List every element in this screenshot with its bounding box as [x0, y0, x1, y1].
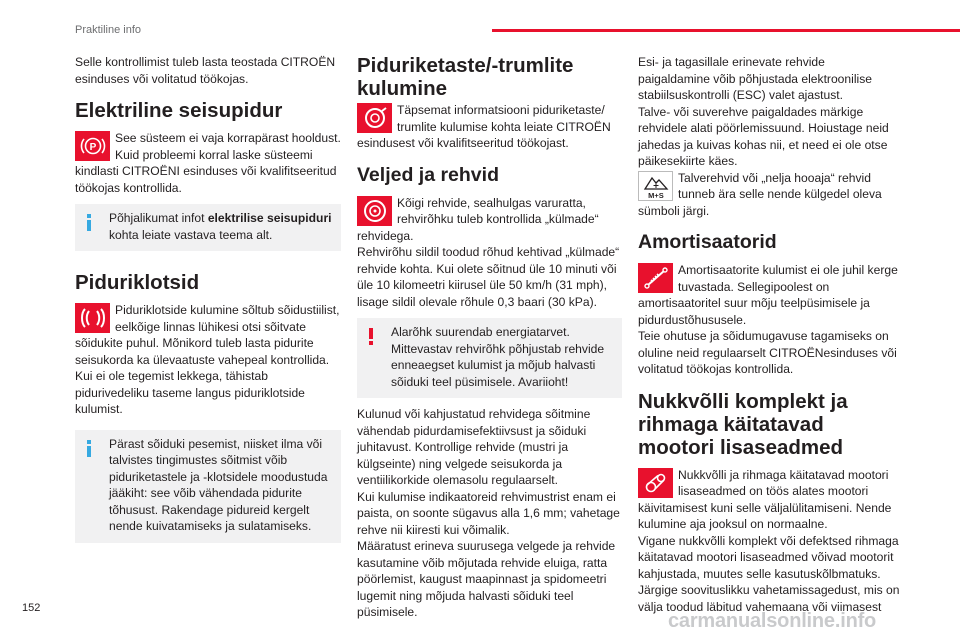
- warning-text-tyres: Alarõhk suurendab energiatarvet. Mittevastav rehvirõhk põhjustab rehvide enneaegset kulumist ja mõjub halvasti sõiduki teel püsimisele. Avariioht!: [391, 325, 605, 389]
- intro-paragraph: Selle kontrollimist tuleb lasta teostada CITROËN esinduses või volitatud töökojas.: [75, 55, 336, 86]
- timing-belt-block: [638, 467, 900, 533]
- shock-absorbers-text: Amortisaatorite kulumist ei ole juhil kerge tuvastada. Sellegipoolest on amortisaatoritel suur mõju teelpüsimisele ja pidurdustõhususele.: [638, 263, 898, 327]
- warning-icon: [369, 328, 373, 344]
- shock-absorbers-text-2: Teie ohutuse ja sõidumugavuse tagamiseks on oluline neid regulaarselt CITROËNesinduses või volitatud töökojas kontrollida.: [638, 329, 897, 376]
- mountain-snowflake-ms-icon: [638, 171, 673, 201]
- timing-belt-text-3: Järgige soovituslikku vahetamissagedust, mis on välja toodud läbitud vahemaana või viimasest: [638, 583, 900, 614]
- brake-disc-block: [357, 102, 622, 152]
- running-header: Praktiline info: [75, 24, 142, 36]
- info-box-parking-brake: [75, 204, 341, 251]
- timing-belt-text-2: Vigane nukkvõlli komplekt või defektsed rihmaga käitatavad mootori lisaseadmed võivad mootorit kahjustada, muutes selle kasutuskõlbmatuks.: [638, 533, 899, 581]
- brake-pads-text: Piduriklotside kulumine sõltub sõidustiilist, eelkõige linnas lühikesi otsi sõitvate sõidukite puhul. Mõnikord tuleb lasta pidurite seisukorda ka ülevaatuste vahepeal kontrollida. Kui ei ole tegemist lekkega, tähistab pidurivedeliku taseme langus piduriklotside kulumist.: [75, 303, 340, 416]
- parking-brake-block: [75, 130, 341, 196]
- column-3: [638, 54, 900, 615]
- svg-text:P: P: [89, 142, 96, 153]
- warning-box-tyres: [357, 318, 622, 398]
- heading-brake-pads: Piduriklotsid: [75, 271, 200, 294]
- column-2: [357, 54, 622, 621]
- heading-electric-parking-brake: Elektriline seisupidur: [75, 99, 283, 122]
- ms-symbol-block: [638, 170, 900, 220]
- shock-absorber-icon: [638, 263, 673, 293]
- brake-pads-block: [75, 302, 341, 418]
- heading-wheels-tyres: Veljed ja rehvid: [357, 163, 499, 186]
- page-number: 152: [22, 602, 41, 614]
- heading-timing-belt: Nukkvõlli komplekt ja rihmaga käitatavad mootori lisaseadmed: [638, 389, 848, 459]
- tyres-block: [357, 195, 622, 245]
- info-text-brake-pads: Pärast sõiduki pesemist, niisket ilma või talvistes tingimustes sõitmist võib piduriketastele ja -klotsidele moodustuda jääkiht: see võib vähendada pidurite tõhusust. Rakendage pidureid kergelt nende kuivatamiseks ja sulatamiseks.: [109, 436, 328, 533]
- axle-tyres-text: Esi- ja tagasillale erinevate rehvide paigaldamine võib põhjustada elektroonilise stabiilsuskontrolli (ESC) valet ajastust.: [638, 55, 872, 102]
- timing-belt-text: Nukkvõlli ja rihmaga käitatavad mootori lisaseadmed on töös alates mootori käivitamisest kuni selle väljalülitamiseni. Nende kulumine aja jooksul on normaalne.: [638, 467, 892, 531]
- column-1: [75, 54, 341, 543]
- info-icon: [87, 214, 91, 230]
- info-text-parking-brake: Põhjalikumat infot elektrilise seisupiduri kohta leiate vastava teema alt.: [109, 211, 332, 242]
- info-icon: [87, 440, 91, 456]
- heading-shock-absorbers: Amortisaatorid: [638, 231, 777, 253]
- header-accent-rule: [492, 29, 960, 32]
- tyre-icon: [357, 196, 392, 226]
- timing-belt-icon: [638, 468, 673, 498]
- tyres-pressure-text: Rehvirõhu sildil toodud rõhud kehtivad „külmade“ rehvide kohta. Kui olete sõitnud üle 10 minuti või üle 10 kilomeetri kiirusel üle 50 km/h (31 mph), lisage sildil olevale rõhule 0,3 baari (30 kPa).: [357, 245, 620, 309]
- brake-disc-text: Täpsemat informatsiooni piduriketaste/ trumlite kulumise kohta leiate CITROËN esindusest või kvalifitseeritud töökojast.: [357, 103, 611, 150]
- tyres-text: Kõigi rehvide, sealhulgas varuratta, rehvirõhku tuleb kontrollida „külmade“ rehvidega.: [357, 195, 599, 243]
- brake-disc-icon: [357, 103, 392, 133]
- parking-brake-text: See süsteem ei vaja korrapärast hooldust. Kuid probleemi korral laske süsteemi kindlasti CITROËNI esinduses või kvalifitseeritud töökojas kontrollida.: [75, 131, 341, 195]
- shock-absorbers-block: [638, 262, 900, 328]
- heading-brake-disc-wear: Piduriketaste/-trumlite kulumine: [357, 54, 574, 100]
- info-box-brake-pads: [75, 430, 341, 543]
- ms-symbol-text: Talverehvid või „nelja hooaja“ rehvid tunneb ära selle nende külgedel oleva sümboli järgi.: [638, 170, 882, 218]
- ms-label: M+S: [647, 190, 664, 200]
- tyres-size-text: Määratust erineva suurusega velgede ja rehvide kasutamine võib mõjutada rehvide eluiga, ratta pöörlemist, kaugust maapinnast ja spidomeetri lugemit ning mõjuda halvasti sõiduki teel püsimisele.: [357, 539, 616, 619]
- parking-brake-warning-icon: [75, 131, 110, 161]
- tyres-damage-text: Kulunud või kahjustatud rehvidega sõitmine vähendab pidurdamisefektiivsust ja sõiduki juhitavust. Kontrollige rehvide (mustri ja külgseinte) ning velgede seisukorda ja ventiilikorkide olemasolu regulaarselt.: [357, 407, 591, 487]
- season-tyres-text: Talve- või suverehve paigaldades märkige rehvidele alati pöörlemissuund. Hoiustage neid jahedas ja kuivas kohas nii, et need ei ole otse päikesekiirte käes.: [638, 104, 889, 168]
- brake-pads-icon: [75, 303, 110, 333]
- tyres-wear-indicator-text: Kui kulumise indikaatoreid rehvimustrist enam ei paista, on soonte sügavus alla 1,6 mm; vahetage rehve nii kiiresti kui võimalik.: [357, 489, 620, 537]
- watermark: carmanualsonline.info: [668, 610, 877, 632]
